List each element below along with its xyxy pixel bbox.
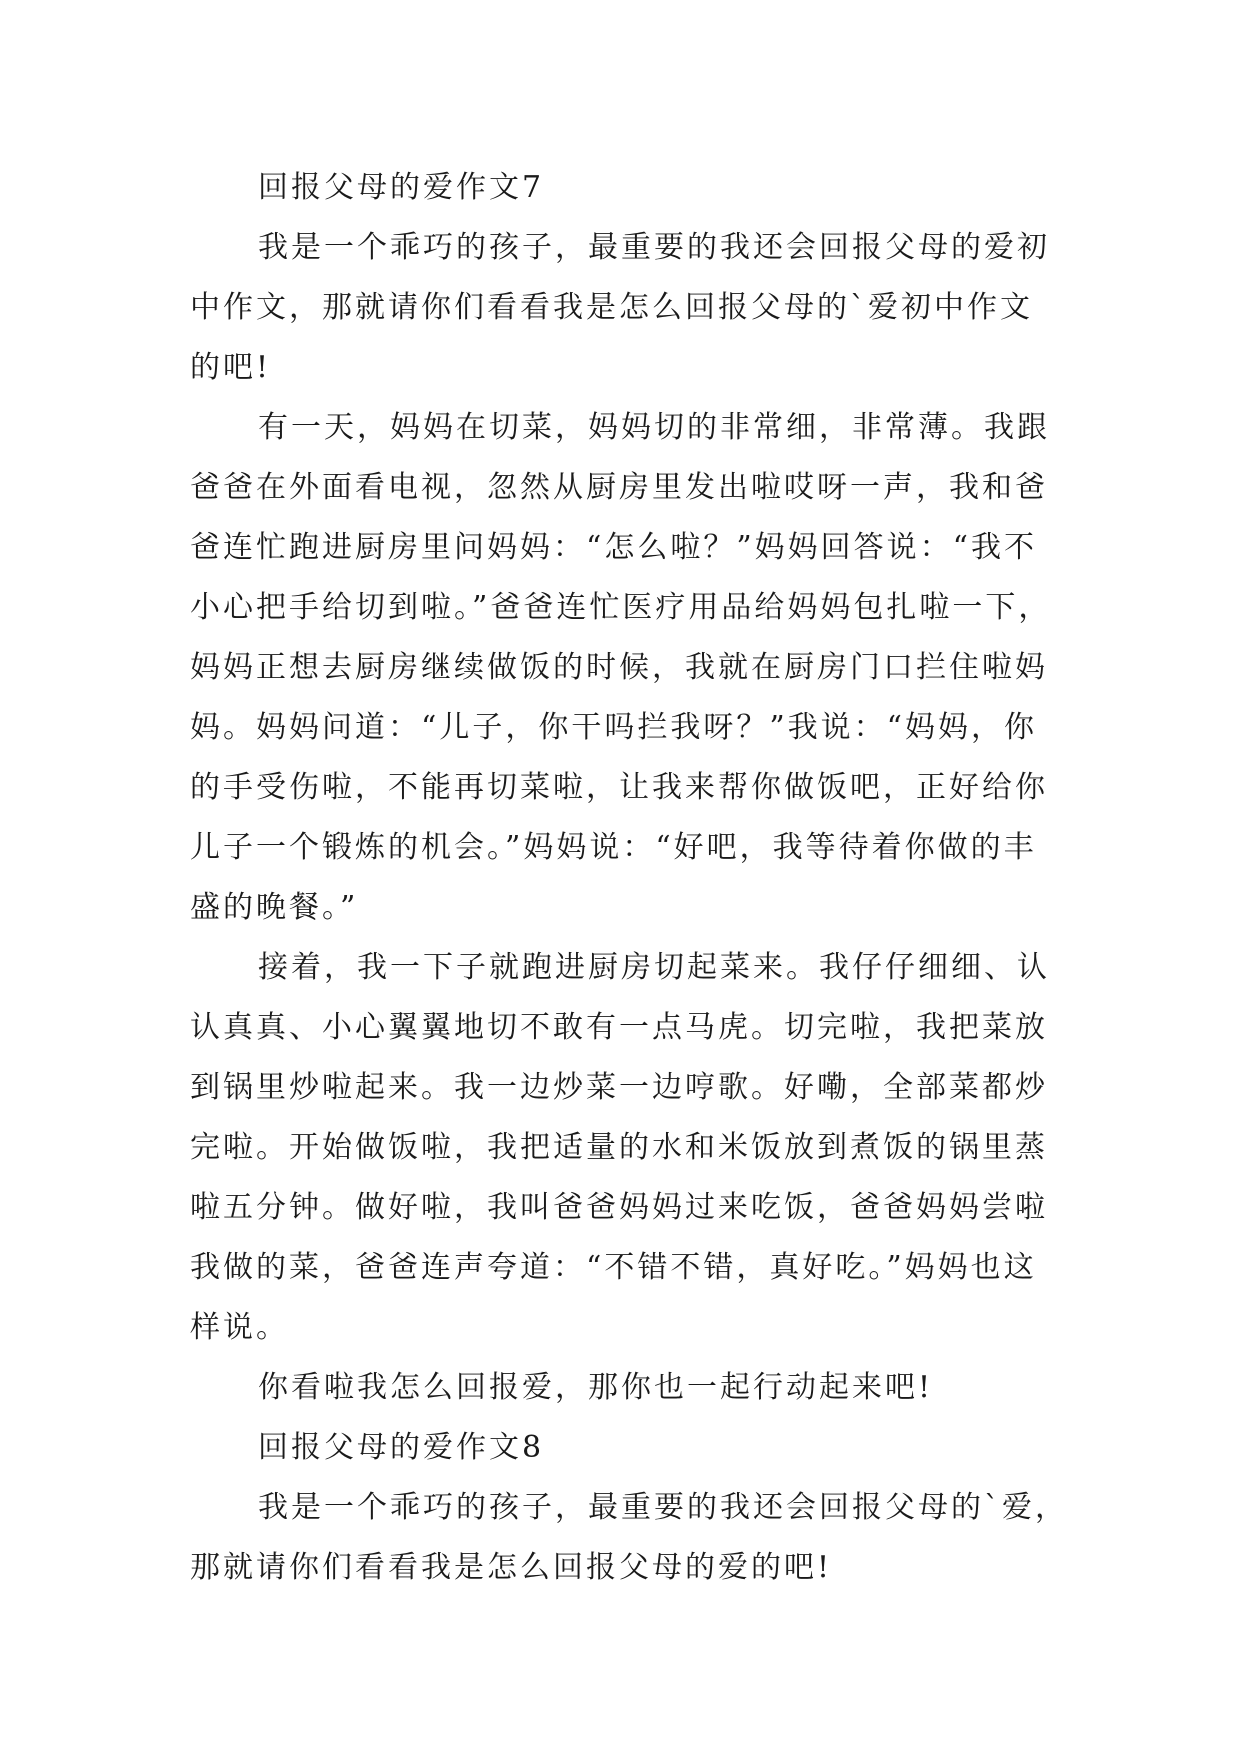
paragraph-line: 我做的菜，爸爸连声夸道：“不错不错，真好吃。”妈妈也这 <box>190 1250 1037 1285</box>
paragraph-line: 有一天，妈妈在切菜，妈妈切的非常细，非常薄。我跟 <box>258 410 1050 445</box>
paragraph-line: 的手受伤啦，不能再切菜啦，让我来帮你做饭吧，正好给你 <box>190 770 1048 805</box>
paragraph-line: 我是一个乖巧的孩子，最重要的我还会回报父母的爱初 <box>258 230 1050 265</box>
paragraph-line: 我是一个乖巧的孩子，最重要的我还会回报父母的`爱， <box>258 1490 1068 1525</box>
heading-essay-7: 回报父母的爱作文7 <box>258 170 545 205</box>
paragraph-line: 那就请你们看看我是怎么回报父母的爱的吧! <box>190 1550 833 1585</box>
paragraph-line: 中作文，那就请你们看看我是怎么回报父母的`爱初中作文 <box>190 290 1033 325</box>
paragraph-line: 啦五分钟。做好啦，我叫爸爸妈妈过来吃饭，爸爸妈妈尝啦 <box>190 1190 1048 1225</box>
paragraph-line: 小心把手给切到啦。”爸爸连忙医疗用品给妈妈包扎啦一下， <box>190 590 1052 625</box>
paragraph-line: 儿子一个锻炼的机会。”妈妈说：“好吧，我等待着你做的丰 <box>190 830 1037 865</box>
document-body <box>190 158 1068 1598</box>
heading-essay-8: 回报父母的爱作文8 <box>258 1430 545 1465</box>
paragraph-line: 妈。妈妈问道：“儿子，你干吗拦我呀？”我说：“妈妈，你 <box>190 710 1038 745</box>
paragraph-line: 完啦。开始做饭啦，我把适量的水和米饭放到煮饭的锅里蒸 <box>190 1130 1048 1165</box>
paragraph-line: 妈妈正想去厨房继续做饭的时候，我就在厨房门口拦住啦妈 <box>190 650 1048 685</box>
paragraph-line: 认真真、小心翼翼地切不敢有一点马虎。切完啦，我把菜放 <box>190 1010 1048 1045</box>
paragraph-line: 盛的晚餐。” <box>190 890 359 925</box>
paragraph-line: 到锅里炒啦起来。我一边炒菜一边哼歌。好嘞，全部菜都炒 <box>190 1070 1048 1105</box>
paragraph-line: 样说。 <box>190 1310 289 1345</box>
paragraph-line: 你看啦我怎么回报爱，那你也一起行动起来吧! <box>258 1370 934 1405</box>
paragraph-line: 爸连忙跑进厨房里问妈妈：“怎么啦？”妈妈回答说：“我不 <box>190 530 1038 565</box>
paragraph-line: 的吧! <box>190 350 272 385</box>
paragraph-line: 爸爸在外面看电视，忽然从厨房里发出啦哎呀一声，我和爸 <box>190 470 1048 505</box>
paragraph-line: 接着，我一下子就跑进厨房切起菜来。我仔仔细细、认 <box>258 950 1050 985</box>
